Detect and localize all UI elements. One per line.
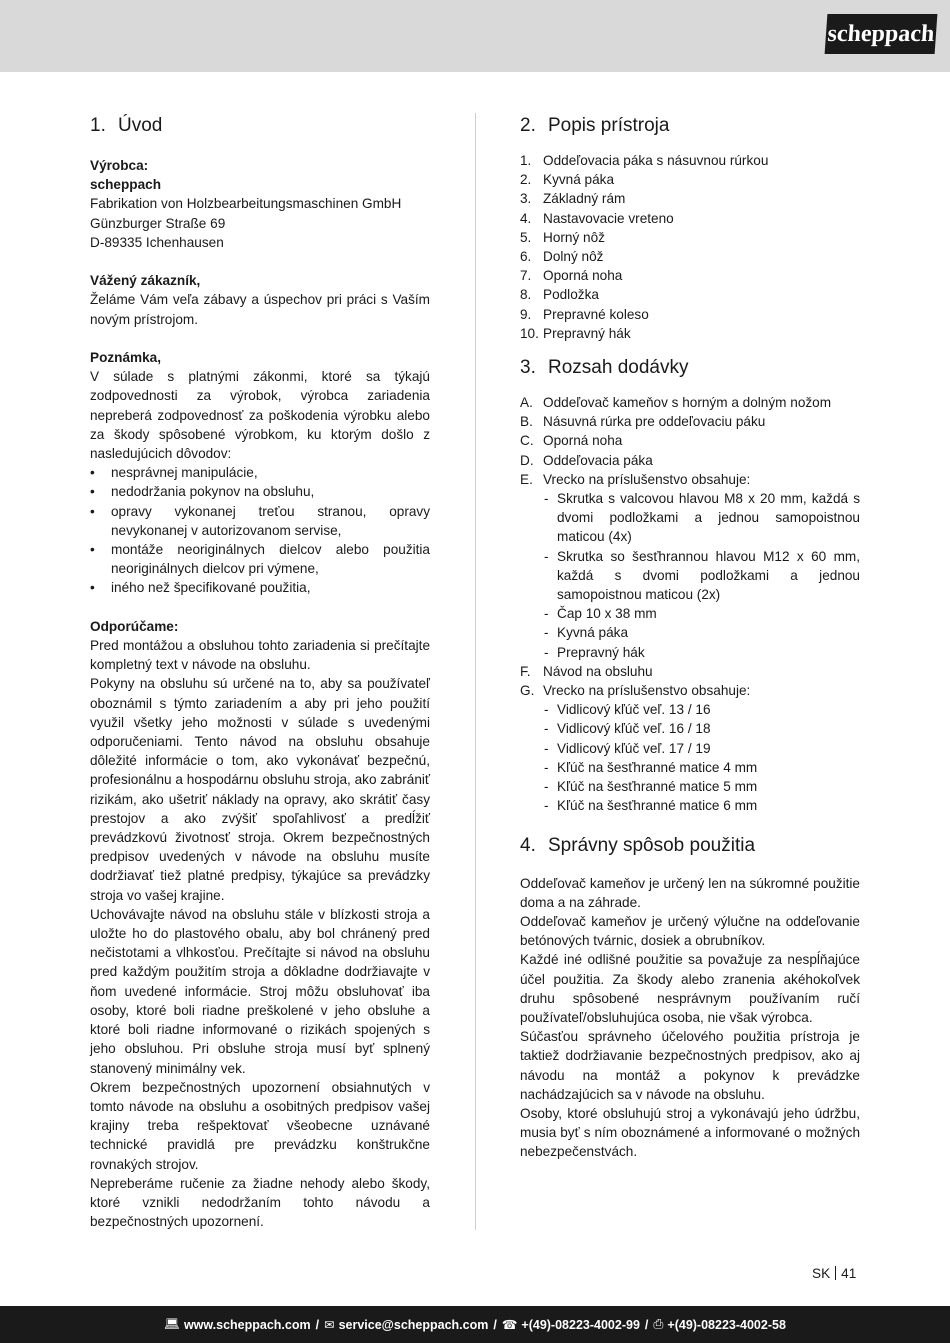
scheppach-logo: scheppach bbox=[825, 14, 938, 54]
paragraph: Pokyny na obsluhu sú určené na to, aby sa používateľ oboznámil s týmto zariadením a aby pri jeho použití využil všetky jeho možnosti v súlade s uvedenými odporučeniami. Tento návod na obsluhu obsahuje dôležité informácie o tom, ako vykonávať bezpečnú, profesionálnu a hospodárnu obsluhu stroja, ako zabrániť rizikám, ako ušetriť náklady na opravy, ako skrátiť časy prestojov a ako zvýšiť spoľahlivosť a predĺžiť prevádzkovú životnosť stroja. Okrem bezpečnostných predpisov uvedených v návode na obsluhu musíte dodržiavať tiež platné predpisy, týkajúce sa prevádzky stroja vo vašej krajine. bbox=[90, 676, 430, 903]
paragraph: Každé iné odlišné použitie sa považuje za nespĺňajúce účel použitia. Za škody alebo zranenia akéhokoľvek druhu spôsobené nesprávnym používaním ručí používateľ/obsluhujúca osoba, nie však výrobca. bbox=[520, 952, 860, 1025]
paragraph: Oddeľovač kameňov je určený výlučne na oddeľovanie betónových tvárnic, dosiek a obrubníkov. bbox=[520, 913, 860, 949]
computer-icon: 💻︎ bbox=[164, 1317, 180, 1331]
sub-list-item: - Prepravný hák bbox=[543, 643, 860, 662]
list-item: • nesprávnej manipulácie, bbox=[90, 463, 430, 482]
list-item: 6. Dolný nôž bbox=[520, 249, 604, 265]
left-column bbox=[90, 112, 430, 1231]
dear-customer-label: Vážený zákazník, bbox=[90, 273, 201, 289]
section-title: Rozsah dodávky bbox=[548, 357, 689, 379]
paragraph: Nepreberáme ručenie za žiadne nehody alebo škody, ktoré vznikli nedodržaním tohto návodu a bezpečnostných upozornení. bbox=[90, 1175, 430, 1230]
manufacturer-name: scheppach bbox=[90, 177, 162, 193]
list-item: B. Násuvná rúrka pre oddeľovaciu páku bbox=[520, 414, 766, 430]
sub-list-item: - Skrutka s valcovou hlavou M8 x 20 mm, každá s dvomi podložkami a jednou samopoistnou maticou (4x) bbox=[543, 489, 860, 547]
section-title: Správny spôsob použitia bbox=[548, 834, 756, 856]
list-item: 5. Horný nôž bbox=[520, 229, 605, 245]
address-line: Fabrikation von Holzbearbeitungsmaschinen GmbH bbox=[90, 196, 402, 212]
list-item: C. Oporná noha bbox=[520, 433, 623, 449]
page-number bbox=[812, 1266, 856, 1282]
phone-icon: ☎︎ bbox=[501, 1318, 518, 1332]
list-item: 9. Prepravné koleso bbox=[520, 306, 649, 322]
note-text: V súlade s platnými zákonmi, ktoré sa týkajú zodpovednosti za výrobok, výrobca zariadenia nepreberá zodpovednosť za poškodenia výrobku alebo za škody spôsobené výrobkom, ku ktorým došlo z nasledujúcich dôvodov: bbox=[90, 369, 430, 462]
paragraph: Pred montážou a obsluhou tohto zariadenia si prečítajte kompletný text v návode na obsluhu. bbox=[90, 638, 430, 673]
dear-customer-text: Želáme Vám veľa zábavy a úspechov pri práci s Vaším novým prístrojom. bbox=[90, 292, 430, 327]
header-bar bbox=[0, 0, 950, 72]
right-column bbox=[520, 112, 860, 1162]
section-number: 2. bbox=[520, 115, 536, 136]
list-item: 8. Podložka bbox=[520, 287, 599, 303]
sub-list bbox=[543, 489, 860, 662]
section-number: 1. bbox=[90, 115, 106, 136]
sub-list-item: - Vidlicový kľúč veľ. 13 / 16 bbox=[543, 700, 860, 719]
list-item: 7. Oporná noha bbox=[520, 268, 623, 284]
sub-list-item: - Kľúč na šesťhranné matice 4 mm bbox=[543, 758, 860, 777]
delivery-list bbox=[520, 393, 860, 815]
list-item: D. Oddeľovacia páka bbox=[520, 452, 653, 468]
sub-list bbox=[543, 700, 860, 815]
column-divider bbox=[475, 113, 476, 1230]
sub-list-item: - Kyvná páka bbox=[543, 623, 860, 642]
section-heading-intro bbox=[90, 112, 430, 140]
section-title: Popis prístroja bbox=[548, 115, 670, 136]
page-number-value: 41 bbox=[841, 1266, 857, 1281]
list-item: 2. Kyvná páka bbox=[520, 172, 615, 188]
list-item: F. Návod na obsluhu bbox=[520, 663, 653, 679]
address-line: D-89335 Ichenhausen bbox=[90, 234, 224, 250]
fax-icon: ⎙ bbox=[653, 1317, 664, 1331]
list-item: 3. Základný rám bbox=[520, 191, 626, 207]
list-item: • montáže neoriginálnych dielcov alebo použitia neoriginálnych dielcov pri výmene, bbox=[90, 540, 430, 578]
mail-icon: ✉︎ bbox=[324, 1318, 335, 1332]
note-bullet-list bbox=[90, 463, 430, 597]
section-heading-description bbox=[520, 112, 860, 140]
list-item: 4. Nastavovacie vreteno bbox=[520, 210, 674, 226]
note-label: Poznámka, bbox=[90, 350, 162, 365]
paragraph: Uchovávajte návod na obsluhu stále v blízkosti stroja a uložte ho do plastového obalu, aby bol chránený pred nečistotami a vlhkosťou. Prečítajte si návod na obsluhu pred každým použitím stroja a dôkladne dodržiavajte v ňom uvedené informácie. Stroj môžu obsluhovať iba osoby, ktoré boli riadne preškolené v jeho obsluhe a ktoré boli riadne informované o rizikách spojených s jeho obsluhou. Pri obsluhe stroja musí byť splnený stanovený minimálny vek. bbox=[90, 906, 430, 1076]
footer-bar: 💻︎ www.scheppach.com / ✉︎ service@scheppach.com / ☎︎ +(49)-08223-4002-99 / ⎙ +(49)-08223-4002-58 bbox=[0, 1306, 950, 1343]
sub-list-item: - Čap 10 x 38 mm bbox=[543, 604, 860, 623]
section-title: Úvod bbox=[118, 115, 163, 136]
list-item: 10. Prepravný hák bbox=[520, 325, 631, 341]
list-item: • opravy vykonanej treťou stranou, opravy nevykonanej v autorizovanom servise, bbox=[90, 502, 430, 540]
section-heading-delivery bbox=[520, 354, 860, 382]
list-item: • iného než špecifikované použitia, bbox=[90, 578, 430, 597]
sub-list-item: - Vidlicový kľúč veľ. 16 / 18 bbox=[543, 719, 860, 738]
section-heading-intended-use bbox=[520, 832, 860, 860]
language-code: SK bbox=[812, 1266, 831, 1281]
footer-fax: +(49)-08223-4002-58 bbox=[667, 1317, 786, 1332]
sub-list-item: - Kľúč na šesťhranné matice 6 mm bbox=[543, 796, 860, 815]
list-item: E. Vrecko na príslušenstvo obsahuje: - Skrutka s valcovou hlavou M8 x 20 mm, každá s dvomi podložkami a jednou samopoistnou maticou (4x) - Skrutka so šesťhrannou hlavou M12 x 60 mm, každá s dvomi podložkami a jednou samopoistnou maticou (2x) - Čap 10 x 38 mm - Kyvná páka - Prepravný hák bbox=[520, 470, 860, 662]
address-line: Günzburger Straße 69 bbox=[90, 215, 226, 231]
list-item: 1. Oddeľovacia páka s násuvnou rúrkou bbox=[520, 153, 769, 168]
list-item: A. Oddeľovač kameňov s horným a dolným nožom bbox=[520, 395, 832, 411]
paragraph: Osoby, ktoré obsluhujú stroj a vykonávajú jeho údržbu, musia byť s ním oboznámené a informované o možných nebezpečenstvách. bbox=[520, 1105, 860, 1160]
footer-email[interactable]: service@scheppach.com bbox=[338, 1317, 489, 1332]
paragraph: Oddeľovač kameňov je určený len na súkromné použitie doma a na záhrade. bbox=[520, 875, 860, 910]
sub-list-item: - Skrutka so šesťhrannou hlavou M12 x 60 mm, každá s dvomi podložkami a jednou samopoistnou maticou (2x) bbox=[543, 547, 860, 605]
sub-list-item: - Vidlicový kľúč veľ. 17 / 19 bbox=[543, 739, 860, 758]
recommend-label: Odporúčame: bbox=[90, 618, 179, 634]
parts-list bbox=[520, 151, 860, 343]
list-item: G. Vrecko na príslušenstvo obsahuje: - Vidlicový kľúč veľ. 13 / 16 - Vidlicový kľúč veľ. 16 / 18 - Vidlicový kľúč veľ. 17 / 19 - Kľúč na šesťhranné matice 4 mm - Kľúč na šesťhranné matice 5 mm - Kľúč na šesťhranné matice 6 mm bbox=[520, 681, 860, 815]
footer-phone: +(49)-08223-4002-99 bbox=[521, 1317, 640, 1332]
section-number: 4. bbox=[520, 834, 536, 856]
section-number: 3. bbox=[520, 357, 536, 379]
paragraph: Súčasťou správneho účelového použitia prístroja je taktiež dodržiavanie bezpečnostných predpisov, ako aj návodu na montáž a pokynov k prevádzke nachádzajúcich sa v návode na obsluhu. bbox=[520, 1029, 860, 1102]
manufacturer-label: Výrobca: bbox=[90, 158, 149, 173]
list-item: • nedodržania pokynov na obsluhu, bbox=[90, 482, 430, 501]
footer-website[interactable]: www.scheppach.com bbox=[183, 1317, 311, 1332]
sub-list-item: - Kľúč na šesťhranné matice 5 mm bbox=[543, 777, 860, 796]
paragraph: Okrem bezpečnostných upozornení obsiahnutých v tomto návode na obsluhu a osobitných predpisov vašej krajiny treba rešpektovať všeobecne uznávané technické pravidlá pre prevádzku konštrukčne rovnakých strojov. bbox=[90, 1079, 430, 1172]
